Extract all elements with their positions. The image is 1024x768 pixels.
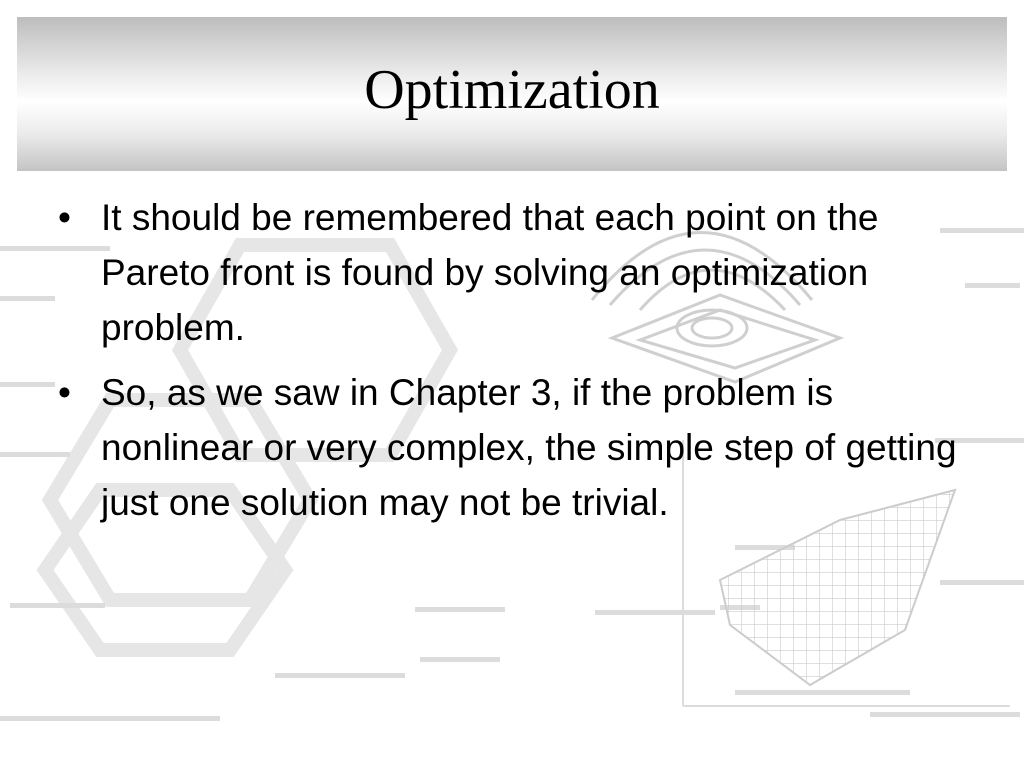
bullet-item [58,365,968,530]
bullet-text: So, as we saw in Chapter 3, if the problem is nonlinear or very complex, the simple step of getting just one solution may not be trivial. [101,372,957,523]
bullet-marker: • [58,372,71,413]
bullet-list [58,190,968,540]
bullet-text: It should be remembered that each point on the Pareto front is found by solving an optimization problem. [101,197,879,348]
slide-title: Optimization [364,59,660,121]
bullet-marker: • [58,197,71,238]
title-banner [17,17,1007,171]
bullet-item [58,190,968,355]
